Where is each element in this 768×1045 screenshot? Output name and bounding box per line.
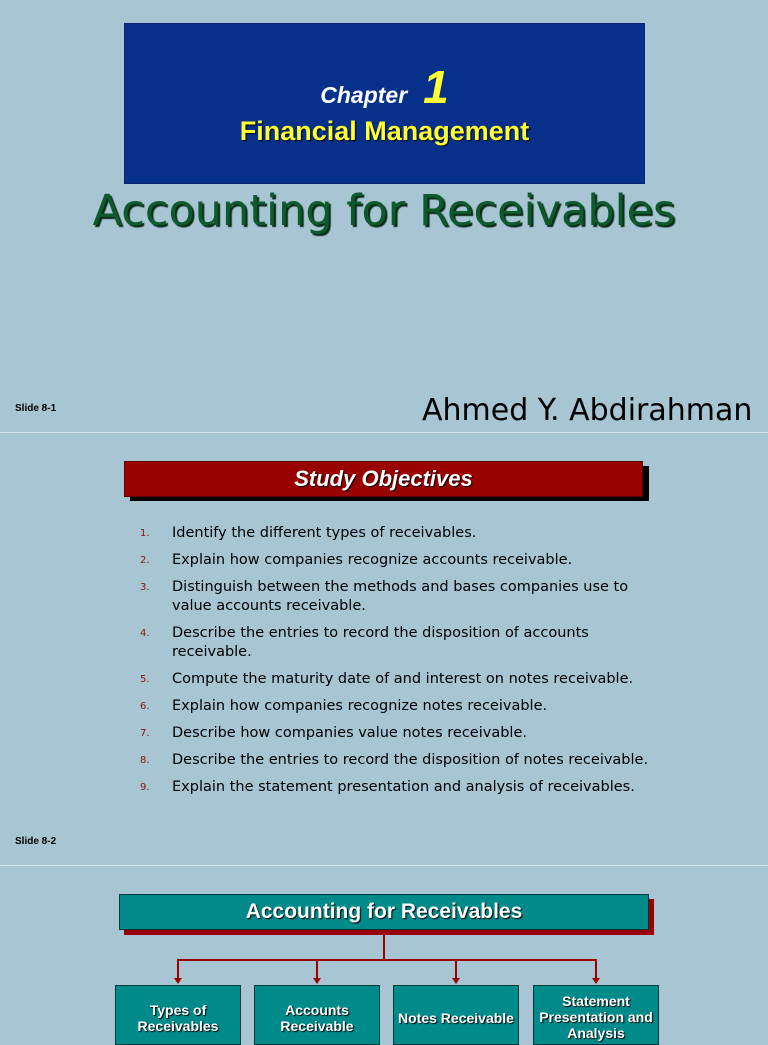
connector-drop <box>316 959 318 979</box>
list-item <box>140 724 660 743</box>
list-item <box>140 524 660 543</box>
item-text: Explain how companies recognize notes receivable. <box>172 698 548 714</box>
overview-title: Accounting for Receivables <box>245 900 523 923</box>
item-number: 9. <box>140 782 150 793</box>
item-text: Compute the maturity date of and interest on notes receivable. <box>172 671 634 687</box>
item-text: Explain how companies recognize accounts receivable. <box>172 552 573 568</box>
chapter-subtitle: Financial Management <box>239 116 530 146</box>
item-number: 2. <box>140 555 150 566</box>
item-text: Describe the entries to record the disposition of accounts receivable. <box>172 625 589 660</box>
slide-number: Slide 8-2 <box>15 836 57 847</box>
list-item <box>140 551 660 570</box>
item-number: 6. <box>140 701 150 712</box>
presentation-title: Accounting for Receivables <box>92 186 676 236</box>
box-accounts-receivable: Accounts Receivable <box>254 985 380 1045</box>
item-text: Describe how companies value notes receivable. <box>172 725 527 741</box>
list-item <box>140 697 660 716</box>
connector-bar <box>177 959 597 961</box>
objectives-title: Study Objectives <box>294 466 473 491</box>
list-item <box>140 670 660 689</box>
slide-study-objectives <box>0 433 768 865</box>
item-number: 8. <box>140 755 150 766</box>
slide-title <box>0 0 768 432</box>
objectives-list <box>140 524 660 805</box>
arrowhead-icon <box>313 978 321 984</box>
connector-drop <box>177 959 179 979</box>
item-number: 4. <box>140 628 150 639</box>
box-notes-receivable: Notes Receivable <box>393 985 519 1045</box>
connector-drop <box>595 959 597 979</box>
list-item <box>140 778 660 797</box>
box-types-of-receivables: Types of Receivables <box>115 985 241 1045</box>
item-text: Distinguish between the methods and bases companies use to value accounts receivable. <box>172 579 629 614</box>
slide-receivables-overview <box>0 866 768 1041</box>
item-number: 7. <box>140 728 150 739</box>
author-name: Ahmed Y. Abdirahman <box>422 393 753 428</box>
arrowhead-icon <box>452 978 460 984</box>
arrowhead-icon <box>592 978 600 984</box>
chapter-heading <box>125 60 644 114</box>
item-number: 3. <box>140 582 150 593</box>
overview-banner <box>119 894 649 930</box>
chapter-banner <box>124 23 645 184</box>
item-text: Describe the entries to record the disposition of notes receivable. <box>172 752 649 768</box>
list-item <box>140 751 660 770</box>
item-number: 1. <box>140 528 150 539</box>
chapter-number: 1 <box>423 61 449 113</box>
list-item <box>140 624 660 662</box>
connector-drop <box>455 959 457 979</box>
box-statement-presentation: Statement Presentation and Analysis <box>533 985 659 1045</box>
item-text: Identify the different types of receivables. <box>172 525 477 541</box>
item-number: 5. <box>140 674 150 685</box>
list-item <box>140 578 660 616</box>
connector-trunk <box>383 935 385 960</box>
slide-number: Slide 8-1 <box>15 403 57 414</box>
chapter-label: Chapter <box>320 82 408 108</box>
arrowhead-icon <box>174 978 182 984</box>
item-text: Explain the statement presentation and analysis of receivables. <box>172 779 635 795</box>
objectives-banner <box>124 461 643 497</box>
